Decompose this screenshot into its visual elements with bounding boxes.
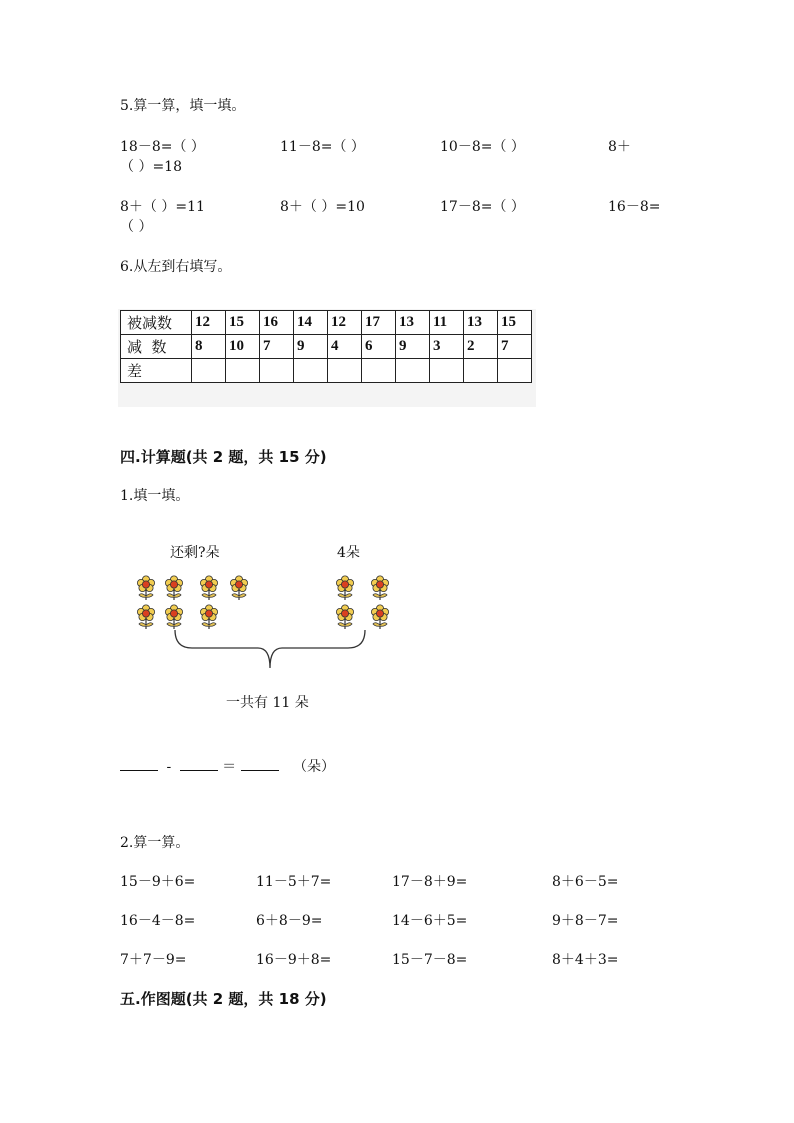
subtraction-table [120,310,532,383]
table-cell: 11 [430,311,464,335]
exercise: 8＋6－5= [552,874,619,890]
section6-title: 6.从左到右填写。 [120,259,232,275]
table-cell: 13 [396,311,430,335]
table-cell: 4 [328,335,362,359]
exercise-wrap: （ ） [120,219,153,235]
subtrahend-row [121,335,532,359]
answer-cell[interactable] [328,359,362,383]
exercise: 9＋8－7= [552,913,619,929]
table-cell: 9 [294,335,328,359]
q2-title: 2.算一算。 [120,835,190,851]
exercise: 17－8=（ ） [440,199,525,215]
table-cell: 15 [226,311,260,335]
exercise: 15－7－8= [392,952,468,968]
exercise: 17－8＋9= [392,874,468,890]
flower-icon [198,575,220,601]
exercise: 11－8=（ ） [280,139,365,155]
part5-heading: 五.作图题(共 2 题，共 18 分) [120,990,327,1008]
exercise: 16－4－8= [120,913,196,929]
exercise: 16－9＋8= [256,952,332,968]
table-cell: 12 [328,311,362,335]
flower-icon [163,604,185,630]
table-cell: 6 [362,335,396,359]
minus-sign: - [166,759,172,775]
table-cell: 8 [192,335,226,359]
exercise: 8＋（ ）=10 [280,199,365,215]
flower-icon [163,575,185,601]
section5-title: 5.算一算，填一填。 [120,98,246,114]
difference-row [121,359,532,383]
equals-sign: ＝ [222,759,237,775]
exercise: 18－8=（ ） [120,139,205,155]
table-cell: 12 [192,311,226,335]
flower-icon [334,604,356,630]
answer-cell[interactable] [294,359,328,383]
table-cell: 17 [362,311,396,335]
minuend-row [121,311,532,335]
exercise-wrap: （ ）=18 [120,159,182,175]
table-cell: 9 [396,335,430,359]
table-cell: 15 [498,311,532,335]
part4-heading: 四.计算题(共 2 题，共 15 分) [120,448,327,466]
answer-cell[interactable] [260,359,294,383]
answer-equation [120,758,335,776]
exercise: 7＋7－9= [120,952,187,968]
answer-cell[interactable] [464,359,498,383]
exercise: 6＋8－9= [256,913,323,929]
exercise: 8＋（ ）=11 [120,199,205,215]
right-flowers-label: 4朵 [337,545,360,561]
flower-icon [334,575,356,601]
answer-cell[interactable] [226,359,260,383]
answer-blank[interactable] [180,758,218,771]
q1-title: 1.填一填。 [120,488,190,504]
total-flowers-label: 一共有 11 朵 [226,695,309,711]
flower-icon [135,575,157,601]
table-cell: 13 [464,311,498,335]
answer-cell[interactable] [192,359,226,383]
answer-blank[interactable] [120,758,158,771]
subtrahend-label: 减 数 [121,335,192,359]
flower-icon [198,604,220,630]
table-cell: 3 [430,335,464,359]
table-cell: 2 [464,335,498,359]
table-cell: 7 [260,335,294,359]
brace-icon [170,628,370,674]
exercise: 11－5＋7= [256,874,332,890]
exercise: 15－9＋6= [120,874,196,890]
exercise: 8＋4＋3= [552,952,619,968]
flower-icon [369,575,391,601]
table-cell: 14 [294,311,328,335]
answer-cell[interactable] [362,359,396,383]
answer-cell[interactable] [396,359,430,383]
unit-label: （朵） [293,759,335,775]
answer-cell[interactable] [498,359,532,383]
answer-blank[interactable] [241,758,279,771]
flower-icon [369,604,391,630]
answer-cell[interactable] [430,359,464,383]
difference-label: 差 [121,359,192,383]
flower-icon [228,575,250,601]
table-cell: 16 [260,311,294,335]
remaining-flowers-label: 还剩?朵 [170,545,220,561]
exercise: 10－8=（ ） [440,139,525,155]
table-cell: 10 [226,335,260,359]
flower-icon [135,604,157,630]
exercise: 14－6＋5= [392,913,468,929]
exercise: 8＋ [608,139,631,155]
table-cell: 7 [498,335,532,359]
exercise: 16－8= [608,199,661,215]
minuend-label: 被减数 [121,311,192,335]
